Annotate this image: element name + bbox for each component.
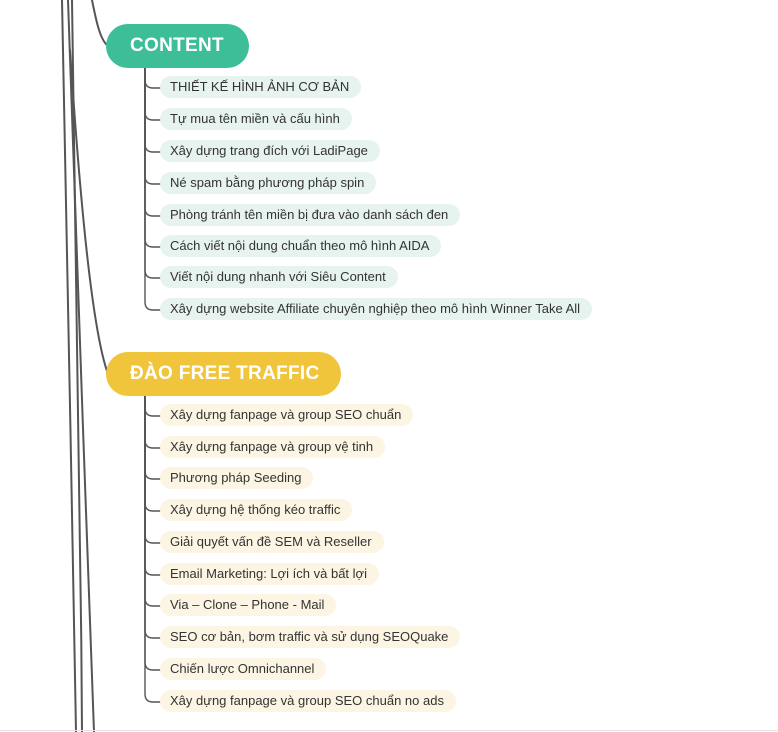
traffic-subtopic[interactable]: Xây dựng fanpage và group SEO chuẩn no ads <box>160 690 456 712</box>
trunk-to-content <box>92 0 108 46</box>
traffic-subtopic[interactable]: SEO cơ bản, bơm traffic và sử dụng SEOQuake <box>160 626 460 648</box>
traffic-subtopic[interactable]: Phương pháp Seeding <box>160 467 313 489</box>
content-subtopic[interactable]: Phòng tránh tên miền bị đưa vào danh sách đen <box>160 204 460 226</box>
traffic-subtopic[interactable]: Chiến lược Omnichannel <box>160 658 326 680</box>
content-subtopic[interactable]: Viết nội dung nhanh với Siêu Content <box>160 266 398 288</box>
traffic-subtopic[interactable]: Email Marketing: Lợi ích và bất lợi <box>160 563 379 585</box>
content-subtopic[interactable]: Né spam bằng phương pháp spin <box>160 172 376 194</box>
bottom-divider <box>0 730 778 731</box>
subtopic-connector <box>145 394 164 670</box>
content-subtopic[interactable]: Tự mua tên miền và cấu hình <box>160 108 352 130</box>
branch-dao-free-traffic[interactable]: ĐÀO FREE TRAFFIC <box>106 352 341 396</box>
subtopic-connector <box>145 394 164 479</box>
subtopic-connector <box>145 66 164 152</box>
traffic-subtopic[interactable]: Xây dựng fanpage và group SEO chuẩn <box>160 404 413 426</box>
content-subtopic[interactable]: Xây dựng trang đích với LadiPage <box>160 140 380 162</box>
branch-content[interactable]: CONTENT <box>106 24 249 68</box>
traffic-subtopic[interactable]: Via – Clone – Phone - Mail <box>160 594 336 616</box>
traffic-subtopic[interactable]: Xây dựng hệ thống kéo traffic <box>160 499 352 521</box>
content-subtopic[interactable]: Xây dựng website Affiliate chuyên nghiệp theo mô hình Winner Take All <box>160 298 592 320</box>
traffic-subtopic[interactable]: Xây dựng fanpage và group vệ tinh <box>160 436 385 458</box>
content-subtopic[interactable]: Cách viết nội dung chuẩn theo mô hình AIDA <box>160 235 441 257</box>
content-subtopic[interactable]: THIẾT KẾ HÌNH ẢNH CƠ BẢN <box>160 76 361 98</box>
traffic-subtopic[interactable]: Giải quyết vấn đề SEM và Reseller <box>160 531 384 553</box>
